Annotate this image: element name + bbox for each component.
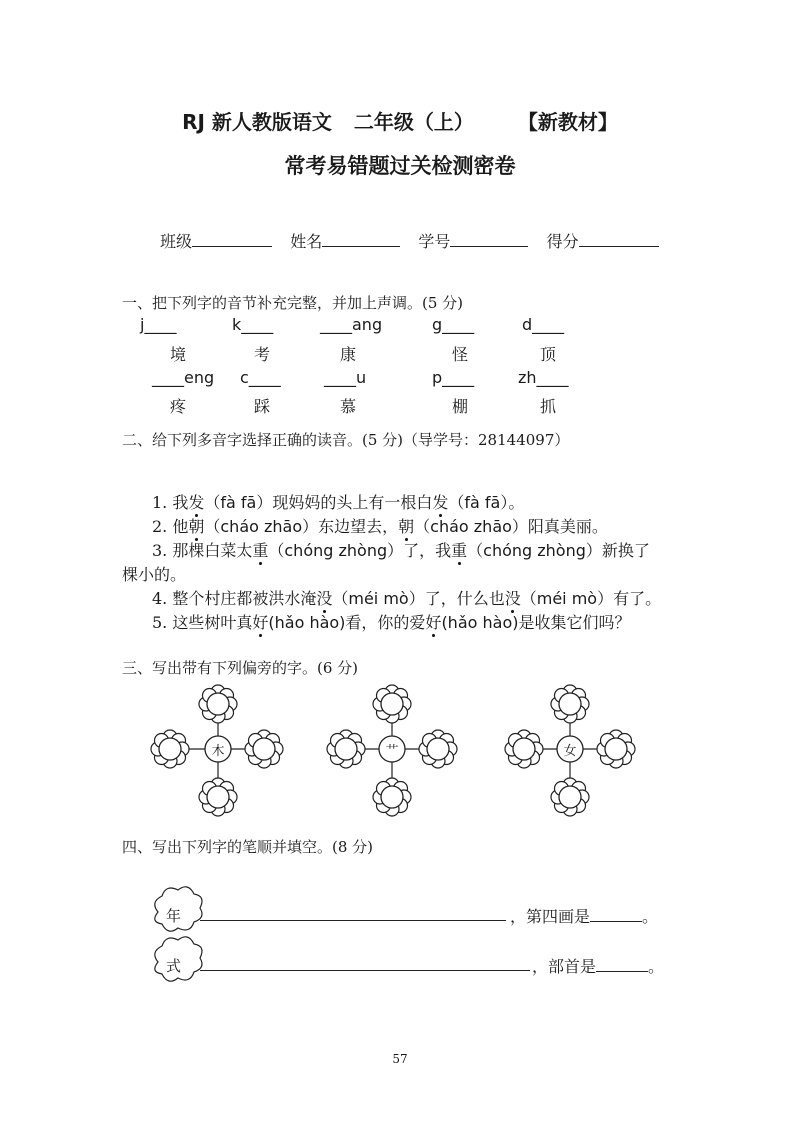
flower-answer-slot[interactable] [199, 778, 237, 816]
target-char: 怪 [451, 345, 468, 364]
flower-answer-slot[interactable] [551, 685, 589, 723]
section-1-heading: 一、把下列字的音节补充完整，并加上声调。(5 分) [122, 294, 464, 312]
question-4: 4. 整个村庄都被洪水淹没（méi mò）了，什么也没（méi mò）有了。 [152, 586, 661, 609]
flower-answer-slot[interactable] [373, 778, 411, 816]
target-char: 境 [169, 345, 186, 364]
pinyin-blank[interactable]: ____ang [320, 315, 383, 334]
polyphone-char: 朝 [398, 514, 414, 537]
pinyin-blank[interactable]: g____ [432, 315, 475, 334]
name-label: 姓名 [290, 232, 323, 251]
stroke-char: 式 [166, 957, 182, 975]
pinyin-blank[interactable]: zh____ [518, 368, 569, 387]
section-2-heading: 二、给下列多音字选择正确的读音。(5 分)（导学号：28144097） [122, 431, 570, 449]
answer-blank[interactable] [590, 921, 642, 922]
polyphone-char: 好 [425, 610, 441, 633]
pinyin-blank[interactable]: k____ [232, 315, 274, 334]
target-char: 棚 [451, 397, 468, 416]
page-number: 57 [392, 1052, 408, 1066]
title-part-a: RJ 新人教版语文 [182, 110, 332, 134]
title-part-c: 【新教材】 [517, 110, 618, 134]
target-char: 康 [339, 345, 356, 364]
question-2: 2. 他朝（cháo zhāo）东边望去，朝（cháo zhāo）阳真美丽。 [152, 514, 608, 537]
flower-answer-slot[interactable] [419, 730, 457, 768]
page-subtitle: 常考易错题过关检测密卷 [284, 154, 516, 178]
question-3: 3. 那棵白菜太重（chóng zhòng）了，我重（chóng zhòng）新换了 [152, 538, 650, 561]
stroke-order-line[interactable] [200, 970, 530, 971]
target-char: 抓 [539, 397, 556, 416]
radical-label: 女 [563, 744, 577, 759]
target-char: 顶 [539, 345, 556, 364]
flower-answer-slot[interactable] [373, 685, 411, 723]
polyphone-char: 发 [188, 490, 204, 513]
pinyin-blank[interactable]: c____ [240, 368, 281, 387]
target-char: 疼 [169, 397, 186, 416]
stroke-question-2: ，部首是 。 [532, 957, 665, 976]
flower-answer-slot[interactable] [151, 730, 189, 768]
pinyin-blank[interactable]: ____eng [152, 368, 215, 387]
flower-answer-slot[interactable] [597, 730, 635, 768]
flower-answer-slot[interactable] [327, 730, 365, 768]
pinyin-blank[interactable]: ____u [324, 368, 367, 387]
score-label: 得分 [546, 232, 579, 251]
polyphone-char: 没 [505, 586, 521, 609]
pinyin-blank[interactable]: p____ [432, 368, 475, 387]
polyphone-char: 好 [252, 610, 268, 633]
question-1: 1. 我发（fà fā）现妈妈的头上有一根白发（fà fā）。 [152, 490, 524, 513]
radical-label: 木 [211, 744, 225, 759]
stroke-question-1: ，第四画是 。 [510, 907, 659, 926]
stroke-char: 年 [166, 907, 182, 925]
flower-answer-slot[interactable] [245, 730, 283, 768]
target-char: 慕 [339, 397, 356, 416]
polyphone-char: 朝 [188, 514, 204, 537]
number-label: 学号 [418, 232, 451, 251]
answer-blank[interactable] [596, 971, 648, 972]
class-label: 班级 [160, 232, 193, 251]
question-5: 5. 这些树叶真好(hǎo hào)看，你的爱好(hǎo hào)是收集它们吗？ [152, 610, 630, 633]
section-4-heading: 四、写出下列字的笔顺并填空。(8 分) [122, 838, 374, 856]
pinyin-blank[interactable]: j____ [140, 315, 177, 334]
pinyin-blank[interactable]: d____ [522, 315, 565, 334]
polyphone-char: 没 [316, 586, 332, 609]
polyphone-char: 发 [432, 490, 448, 513]
title-part-b: 二年级（上） [353, 110, 474, 134]
target-char: 踩 [253, 397, 270, 416]
question-3-continued: 棵小的。 [122, 565, 187, 584]
radical-label: 艹 [385, 744, 399, 759]
polyphone-char: 重 [451, 538, 467, 561]
polyphone-char: 重 [252, 538, 268, 561]
section-3-heading: 三、写出带有下列偏旁的字。(6 分) [122, 659, 359, 677]
flower-answer-slot[interactable] [551, 778, 589, 816]
flower-answer-slot[interactable] [505, 730, 543, 768]
target-char: 考 [253, 345, 270, 364]
stroke-order-line[interactable] [200, 920, 506, 921]
flower-answer-slot[interactable] [199, 685, 237, 723]
